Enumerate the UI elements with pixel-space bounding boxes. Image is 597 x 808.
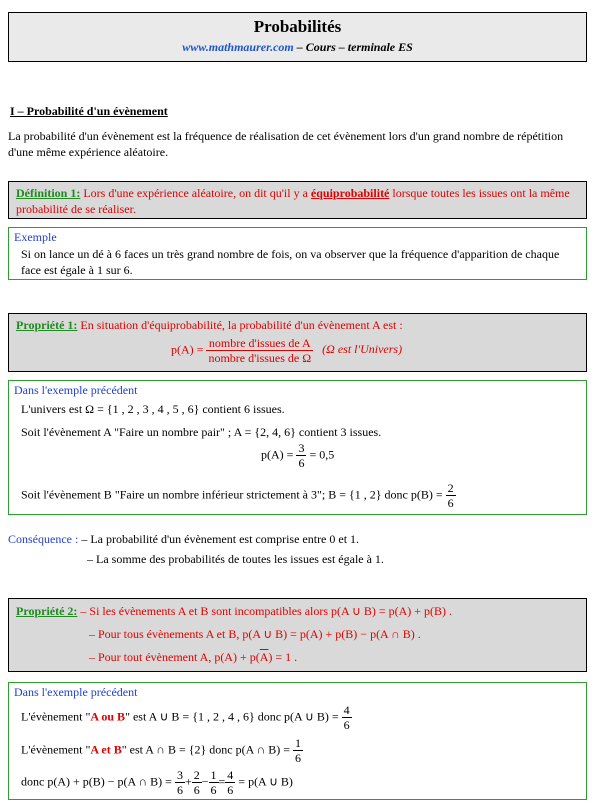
- f4-den: 6: [227, 783, 234, 797]
- property-2-text-3a: – Pour tout évènement A, p(A) + p(: [89, 650, 260, 664]
- example-label: Exemple: [14, 230, 57, 244]
- section-title: I – Probabilité d'un évènement: [10, 104, 168, 118]
- f3-den: 6: [210, 783, 217, 797]
- example-2-line-4: [21, 481, 456, 510]
- formula-lhs: p(A) =: [171, 342, 204, 357]
- property-2-line-2: – Pour tous évènements A et B, p(A ∪ B) = p(A) + p(B) − p(A ∩ B) .: [89, 627, 421, 641]
- frac-2: [192, 768, 202, 797]
- ex3-l1b: " est A ∪ B = {1 , 2 , 4 , 6} donc p(A ∪ B) =: [125, 709, 339, 724]
- f1-num: 3: [176, 768, 183, 782]
- pa-lhs: p(A) =: [261, 447, 294, 462]
- example-2-line-3: [261, 441, 334, 470]
- definition-term: équiprobabilité: [310, 186, 390, 200]
- example-3-line-1: [21, 703, 352, 732]
- property-2-text-3b: ) = 1 .: [268, 650, 298, 664]
- consequence-label: Conséquence :: [8, 532, 79, 546]
- page-title: Probabilités: [253, 17, 342, 36]
- f2-den: 6: [193, 783, 200, 797]
- op-plus: +: [184, 774, 192, 789]
- pa-fraction: [296, 441, 306, 470]
- property-2-label: Propriété 2:: [16, 604, 78, 618]
- definition-text-1: Lors d'une expérience aléatoire, on dit qu'il y a: [80, 186, 311, 200]
- formula-numerator: nombre d'issues de A: [206, 336, 313, 351]
- subtitle-text: – Cours – terminale ES: [293, 40, 413, 54]
- f2-num: 2: [193, 768, 200, 782]
- example-2-line-1: L'univers est Ω = {1 , 2 , 3 , 4 , 5 , 6} contient 6 issues.: [21, 402, 285, 416]
- complement-a: $\overline{A}$: [259, 650, 269, 664]
- ex3-l1a: L'évènement ": [21, 709, 91, 724]
- property-2-text-1: – Si les évènements A et B sont incompatibles alors p(A ∪ B) = p(A) + p(B) .: [77, 604, 453, 618]
- example-2-box: [8, 380, 587, 515]
- pb-text: Soit l'évènement B "Faire un nombre inférieur strictement à 3"; B = {1 , 2} donc p(B) =: [21, 487, 443, 502]
- example-3-line-2: [21, 736, 303, 765]
- example-3-line-3: [21, 768, 293, 797]
- ex3-l3b: = p(A ∪ B): [238, 774, 293, 789]
- definition-text-2: lorsque toutes les issues ont la même probabilité de se réaliser.: [16, 186, 570, 216]
- ex3-l2b: " est A ∩ B = {2} donc p(A ∩ B) =: [121, 742, 291, 757]
- definition-box: [8, 181, 587, 219]
- op-minus: −: [201, 774, 209, 789]
- formula-fraction: [206, 336, 313, 365]
- pa-den: 6: [298, 456, 305, 470]
- intersection-fraction: [293, 736, 303, 765]
- formula-denominator: nombre d'issues de Ω: [208, 351, 312, 365]
- f4-num: 4: [227, 768, 234, 782]
- intro-paragraph: La probabilité d'un évènement est la fréquence de réalisation de cet évènement lors d'un grand nombre de répétition d'une même expérience aléatoire.: [8, 129, 564, 159]
- example-2-line-2: Soit l'évènement A "Faire un nombre pair" ; A = {2, 4, 6} contient 3 issues.: [21, 425, 382, 439]
- a-or-b: A ou B: [90, 709, 126, 724]
- inter-num: 1: [295, 736, 302, 750]
- pb-fraction: [446, 481, 456, 510]
- property-2-line-3: [89, 650, 297, 665]
- frac-3: [209, 768, 219, 797]
- pb-num: 2: [447, 481, 454, 495]
- f1-den: 6: [176, 783, 183, 797]
- formula-note: (Ω est l'Univers): [322, 342, 403, 357]
- consequence-line-2: – La somme des probabilités de toutes les issues est égale à 1.: [87, 552, 384, 566]
- header-box: [8, 12, 587, 62]
- example-text: Si on lance un dé à 6 faces un très grand nombre de fois, on va observer que la fréquence d'apparition de chaque face est égale à 1 sur 6.: [21, 247, 560, 277]
- page-subtitle: [9, 40, 586, 55]
- op-equals: =: [218, 774, 226, 789]
- example-3-label: Dans l'exemple précédent: [14, 685, 138, 699]
- pa-num: 3: [298, 441, 305, 455]
- ex3-l2a: L'évènement ": [21, 742, 91, 757]
- inter-den: 6: [295, 751, 302, 765]
- consequence-line-1: [8, 532, 359, 547]
- union-den: 6: [343, 718, 350, 732]
- frac-1: [175, 768, 185, 797]
- union-num: 4: [343, 703, 350, 717]
- property-2-line-1: [16, 604, 452, 619]
- ex3-l3a: donc p(A) + p(B) − p(A ∩ B) =: [21, 774, 172, 789]
- property-1-box: [8, 313, 587, 372]
- property-2-box: [8, 598, 587, 672]
- property-1-text: En situation d'équiprobabilité, la probabilité d'un évènement A est :: [77, 318, 403, 332]
- pa-rhs: = 0,5: [309, 447, 335, 462]
- property-1-formula: [171, 336, 402, 365]
- property-1-label: Propriété 1:: [16, 318, 78, 332]
- frac-4: [225, 768, 235, 797]
- consequence-text-1: – La probabilité d'un évènement est comprise entre 0 et 1.: [81, 532, 360, 546]
- definition-text: [16, 185, 581, 217]
- definition-label: Définition 1:: [16, 186, 81, 200]
- union-fraction: [342, 703, 352, 732]
- f3-num: 1: [210, 768, 217, 782]
- pb-den: 6: [447, 496, 454, 510]
- property-1-line: [16, 318, 403, 333]
- example-box: [8, 227, 587, 280]
- example-3-box: [8, 682, 587, 800]
- example-2-label: Dans l'exemple précédent: [14, 383, 138, 397]
- site-link[interactable]: www.mathmaurer.com: [182, 40, 294, 54]
- a-and-b: A et B: [90, 742, 122, 757]
